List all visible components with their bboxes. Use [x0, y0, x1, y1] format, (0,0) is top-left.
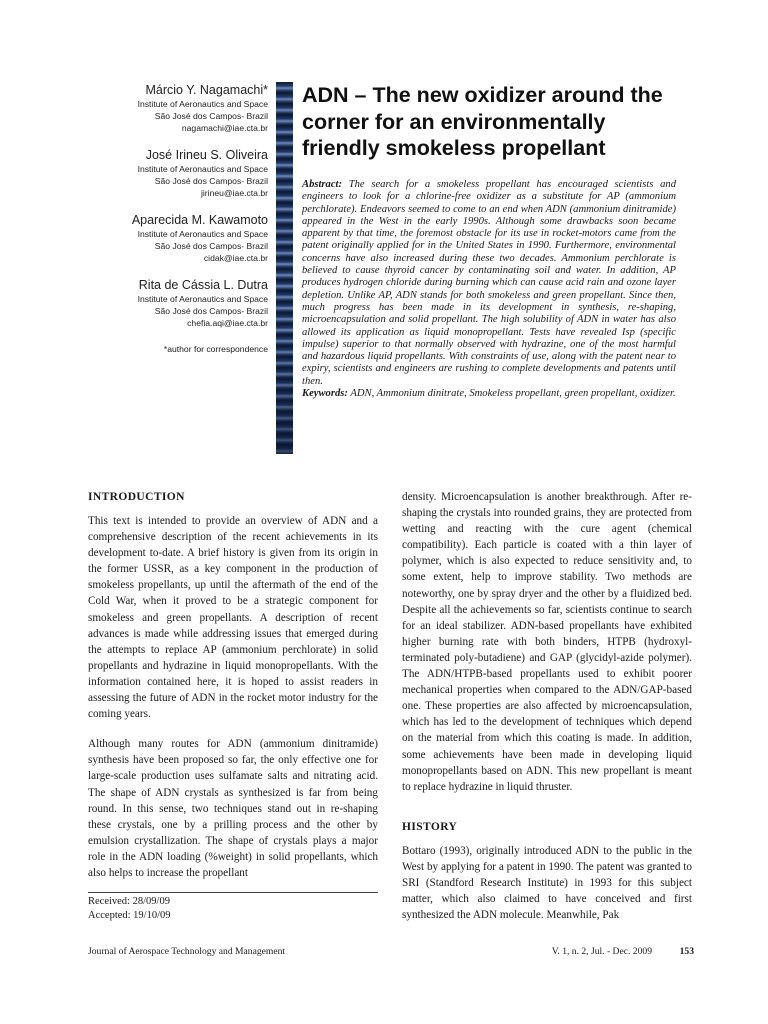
author-location: São José dos Campos- Brazil [154, 241, 268, 251]
abstract [302, 179, 676, 400]
author-affiliation: Institute of Aeronautics and Space [137, 164, 268, 174]
paragraph: density. Microencapsulation is another breakthrough. After re-shaping the crystals into rounded grains, they are protected from wetting and reacting with the cure agent (chemical compatibility). Each particle is coated with a thin layer of polymer, which is also expected to reduce sensitivity and, to some extent, help to improve stability. Two methods are noteworthy, one by spray dryer and the other by a fluidized bed. Despite all the achievements so far, scientists continue to search for an ideal stabilizer. ADN-based propellants have exhibited higher burning rate with both binders, HTPB (hydroxyl-terminated poly-butadiene) and GAP (glycidyl-azide polymer). The ADN/HTPB-based propellants used to exhibit poorer mechanical properties when compared to the ADN/GAP-based one. These properties are also affected by microencapsulation, which has led to the development of techniques which depend on the material from which this coating is made. In addition, some achievements have been made in developing liquid monopropellants based on ADN. This new propellant is meant to replace hydrazine in liquid thruster. [402, 491, 692, 793]
author-location: São José dos Campos- Brazil [154, 176, 268, 186]
author-email[interactable]: jirineu@iae.cta.br [200, 188, 268, 198]
author-block [88, 212, 268, 264]
abstract-label: Abstract: [302, 179, 343, 190]
left-column [88, 489, 378, 895]
keywords-label: Keywords: [302, 388, 348, 400]
author-block [88, 277, 268, 329]
journal-name: Journal of Aerospace Technology and Management [88, 946, 286, 957]
section-heading-introduction: INTRODUCTION [88, 491, 185, 503]
abstract-text: The search for a smokeless propellant has encouraged scientists and engineers to look for a chlorine-free oxidizer as a substitute for AP (ammonium perchlorate). Endeavors seemed to come to an end when ADN (ammonium dinitramide) appeared in the West in the early 1990s. Although some drawbacks soon became apparent by that time, the foremost obstacle for its use in rocket-motors came from the patent originally applied for in the United States in 1990. Furthermore, environmental concerns have also increased during these two decades. Ammonium perchlorate is believed to cause thyroid cancer by contaminating soil and water. In addition, AP produces hydrogen chloride during burning which can cause acid rain and ozone layer depletion. Unlike AP, ADN stands for both smokeless and green propellant. Since then, much progress has been made in its development in synthesis, re-shaping, microencapsulation and solid propellant. The high solubility of ADN in water has also allowed its application as liquid monopropellant. Tests have revealed Isp (specific impulse) superior to that normally observed with hydrazine, one of the most harmful and hazardous liquid propellants. With constraints of use, along with the patent near to expiry, scientists and engineers are rushing to complete developments and patents until then. [302, 179, 676, 387]
paragraph: Bottaro (1993), originally introduced ADN to the public in the West by applying for a patent in 1990. The patent was granted to SRI (Standford Research Institute) in 1993 for this subject matter, which also claimed to have conceived and first synthesized the ADN molecule. Meanwhile, Pak [402, 844, 692, 922]
author-email[interactable]: nagamachi@iae.cta.br [181, 123, 268, 133]
author-location: São José dos Campos- Brazil [154, 111, 268, 121]
author-email[interactable]: chefia.aqi@iae.cta.br [187, 318, 268, 328]
author-list [88, 82, 268, 355]
page-footer [88, 946, 694, 962]
right-column [402, 489, 692, 937]
section-heading-history: HISTORY [402, 820, 458, 833]
author-name: Márcio Y. Nagamachi* [145, 83, 268, 97]
author-location: São José dos Campos- Brazil [154, 306, 268, 316]
author-affiliation: Institute of Aeronautics and Space [137, 99, 268, 109]
author-email[interactable]: cidak@iae.cta.br [203, 253, 268, 263]
page-number: 153 [679, 946, 694, 957]
correspondence-note: *author for correspondence [163, 344, 268, 354]
received-date: Received: 28/09/09 [88, 896, 170, 907]
paragraph: Although many routes for ADN (ammonium dinitramide) synthesis have been proposed so far, the only effective one for large-scale production uses sulfamate salts and nitrating acid. The shape of ADN crystals as synthesized is far from being round. In this sense, two techniques stand out in re-shaping these crystals, one by a prilling process and the other by emulsion crystallization. The shape of crystals plays a major role in the ADN loading (%weight) in solid propellants, which also helps to increase the propellant [88, 738, 378, 879]
author-affiliation: Institute of Aeronautics and Space [137, 294, 268, 304]
author-name: Aparecida M. Kawamoto [131, 213, 268, 227]
accepted-date: Accepted: 19/10/09 [88, 910, 171, 921]
author-block [88, 147, 268, 199]
article-title: ADN – The new oxidizer around the corner for an environmentally friendly smokeless propellant [302, 83, 663, 160]
author-affiliation: Institute of Aeronautics and Space [137, 229, 268, 239]
decorative-stripe-fade [276, 330, 293, 454]
paragraph: This text is intended to provide an overview of ADN and a comprehensive description of the recent achievements in its development to-date. A brief history is given from its origin in the former USSR, as a key component in the production of smokeless propellants, up until the aftermath of the end of the Cold War, when it proved to be a strategic component for smokeless and green propellants. A description of recent advances is made while addressing issues that emerged during the attempts to replace AP (ammonium perchlorate) in solid propellants and hydrazine in liquid monopropellants. With the information contained here, it is hoped to assist readers in assessing the future of ADN in the rocket motor industry for the coming years. [88, 515, 378, 721]
keywords-text: ADN, Ammonium dinitrate, Smokeless propellant, green propellant, oxidizer. [350, 388, 676, 400]
volume-info: V. 1, n. 2, Jul. - Dec. 2009 [551, 946, 652, 957]
author-name: Rita de Cássia L. Dutra [138, 278, 268, 292]
article-dates [88, 892, 378, 923]
author-block [88, 82, 268, 134]
author-name: José Irineu S. Oliveira [145, 148, 268, 162]
